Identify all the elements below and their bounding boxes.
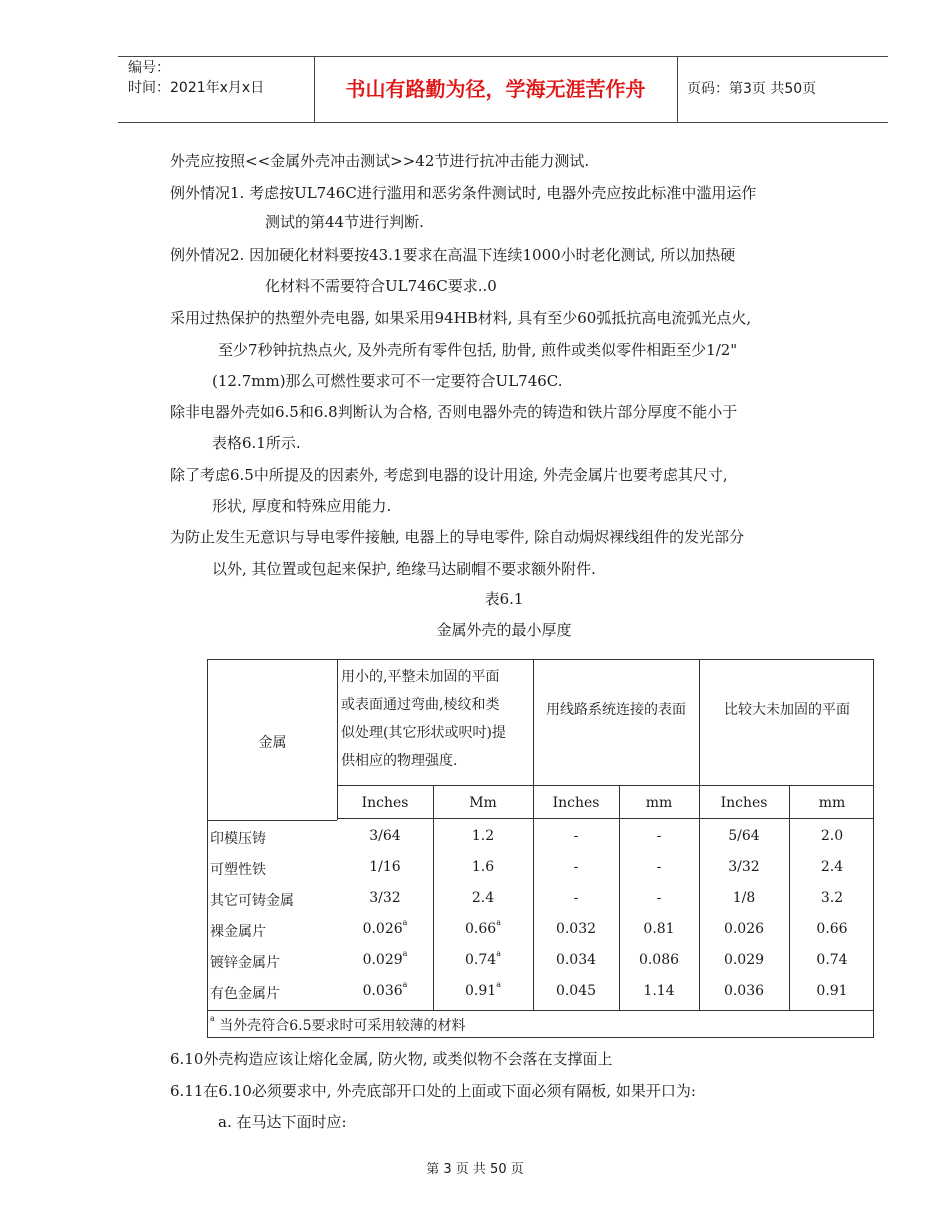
footnote-mark: a [496,980,501,989]
paragraph-line: 测试的第44节进行判断. [265,213,424,231]
cell-value: 3.2 [820,890,844,906]
table-cell [619,888,699,908]
cell-value: 0.66 [465,921,497,937]
paragraph-line: 例外情况1. 考虑按UL746C进行滥用和恶劣条件测试时, 电器外壳应按此标准中滥用运作 [170,184,757,202]
metal-name: 裸金属片 [210,924,266,940]
section-6-10: 6.10外壳构造应该让熔化金属, 防火物, 或类似物不会落在支撑面上 [170,1050,613,1068]
group-header-line: 用小的,平整未加固的平面 [341,669,500,685]
table-cell [699,888,789,908]
page-footer: 第 3 页 共 50 页 [426,1162,524,1177]
time-label: 时间：2021年x月x日 [128,80,265,96]
group-header-line: 供相应的物理强度. [341,753,458,769]
footnote-mark: a [496,918,501,927]
table-cell [433,919,533,939]
paragraph-line: (12.7mm)那么可燃性要求可不一定要符合UL746C. [212,372,563,390]
footnote-mark: a [210,1014,215,1023]
table-cell [619,826,699,846]
table-cell [789,826,875,846]
table-cell [433,857,533,877]
paragraph-line: 以外, 其位置或包起来保护, 绝缘马达刷帽不要求额外附件. [212,560,596,578]
item-a: a. 在马达下面时应: [218,1113,347,1131]
footnote-mark: a [402,980,408,989]
metal-name: 可塑性铁 [210,862,266,878]
cell-value: 1.2 [471,828,495,844]
cell-value: - [656,828,662,844]
cell-value: 0.086 [638,952,680,968]
cell-value: 0.045 [555,983,597,999]
metal-name: 镀锌金属片 [210,955,280,971]
cell-value: 0.029 [362,952,403,968]
paragraph-line: 除了考虑6.5中所提及的因素外, 考虑到电器的设计用途, 外壳金属片也要考虑其尺寸, [170,466,728,484]
table-cell [533,919,619,939]
paragraph-line: 至少7秒钟抗热点火, 及外壳所有零件包括, 肋骨, 煎件或类似零件相距至少1/2" [218,341,738,359]
table-cell [619,857,699,877]
cell-value: 0.036 [362,983,403,999]
paragraph-line: 采用过热保护的热塑外壳电器, 如果采用94HB材料, 具有至少60弧抵抗高电流弧光点火, [170,309,752,327]
metal-name: 其它可铸金属 [210,893,294,909]
table-cell [789,888,875,908]
cell-value: 1/16 [369,859,401,875]
group-header-line: 似处理(其它形状或呎吋)提 [341,725,506,741]
cell-value: 2.4 [471,890,495,906]
footnote-mark: a [496,949,501,958]
metal-name: 有色金属片 [210,986,280,1002]
cell-value: - [573,859,579,875]
cell-value: 3/32 [728,859,760,875]
header-motto: 书山有路勤为径，学海无涯苦作舟 [345,77,646,101]
cell-value: 1/8 [732,890,756,906]
table-cell [619,981,699,1001]
table-cell [699,857,789,877]
table-cell [337,919,433,939]
footnote-mark: a [402,949,408,958]
cell-value: 0.032 [555,921,597,937]
cell-value: 1.6 [471,859,495,875]
table-cell [337,826,433,846]
table-cell [533,888,619,908]
table-cell [533,950,619,970]
cell-value: 0.91 [465,983,497,999]
table-cell [337,981,433,1001]
table-title: 金属外壳的最小厚度 [436,621,572,639]
table-footnote [210,1015,466,1037]
header-meta [128,58,264,98]
table-cell [699,950,789,970]
header-divider [677,56,678,122]
cell-value: 0.026 [723,921,765,937]
group-header: 比较大未加固的平面 [724,702,850,718]
cell-value: 0.74 [816,952,848,968]
cell-value: 2.0 [820,828,844,844]
cell-value: 0.029 [723,952,765,968]
table-cell [699,981,789,1001]
table-cell [619,950,699,970]
cell-value: - [656,859,662,875]
section-6-11: 6.11在6.10必须要求中, 外壳底部开口处的上面或下面必须有隔板, 如果开口为: [170,1082,696,1100]
cell-value: 5/64 [728,828,760,844]
cell-value: 0.034 [555,952,597,968]
table-cell [337,950,433,970]
table-cell [789,950,875,970]
table-cell [533,857,619,877]
header-page-label: 页码：第3页 共50页 [687,81,817,97]
table-number: 表6.1 [484,590,524,608]
footnote-text: 当外壳符合6.5要求时可采用较薄的材料 [219,1018,466,1034]
cell-value: 0.74 [465,952,497,968]
table-cell [533,826,619,846]
cell-value: 3/32 [369,890,401,906]
metal-name: 印模压铸 [210,831,266,847]
cell-value: 0.81 [643,921,675,937]
cell-value: 1.14 [643,983,675,999]
table-cell [433,826,533,846]
cell-value: 0.026 [362,921,403,937]
cell-value: 0.66 [816,921,848,937]
unit-header: mm [818,795,846,811]
paragraph-line: 外壳应按照<<金属外壳冲击测试>>42节进行抗冲击能力测试. [170,152,590,170]
unit-header: Inches [720,795,768,811]
paragraph-line: 表格6.1所示. [212,434,301,452]
cell-value: 0.91 [816,983,848,999]
metal-header: 金属 [258,735,287,751]
table-cell [533,981,619,1001]
table-cell [699,919,789,939]
paragraph-line: 化材料不需要符合UL746C要求..0 [265,277,497,295]
paragraph-line: 为防止发生无意识与导电零件接触, 电器上的导电零件, 除自动焗烬裸线组件的发光部分 [170,528,745,546]
unit-header: Inches [552,795,600,811]
unit-header: mm [645,795,673,811]
table-cell [789,857,875,877]
group-header: 用线路系统连接的表面 [546,702,686,718]
cell-value: - [573,828,579,844]
group-header-line: 或表面通过弯曲,棱纹和类 [341,697,500,713]
table-cell [433,888,533,908]
cell-value: 2.4 [820,859,844,875]
table-cell [619,919,699,939]
paragraph-line: 形状, 厚度和特殊应用能力. [212,497,392,515]
header-bottom-rule [118,122,888,123]
code-label: 编号： [128,60,170,76]
cell-value: - [573,890,579,906]
thickness-table [207,659,874,1038]
paragraph-line: 例外情况2. 因加硬化材料要按43.1要求在高温下连续1000小时老化测试, 所以加热硬 [170,246,736,264]
table-cell [337,857,433,877]
table-cell [789,919,875,939]
cell-value: 3/64 [369,828,401,844]
table-cell [433,981,533,1001]
paragraph-line: 除非电器外壳如6.5和6.8判断认为合格, 否则电器外壳的铸造和铁片部分厚度不能小于 [170,403,738,421]
table-cell [699,826,789,846]
cell-value: - [656,890,662,906]
table-cell [337,888,433,908]
cell-value: 0.036 [723,983,765,999]
table-cell [789,981,875,1001]
table-cell [433,950,533,970]
footnote-mark: a [402,918,408,927]
unit-header: Inches [361,795,409,811]
unit-header: Mm [469,795,497,811]
